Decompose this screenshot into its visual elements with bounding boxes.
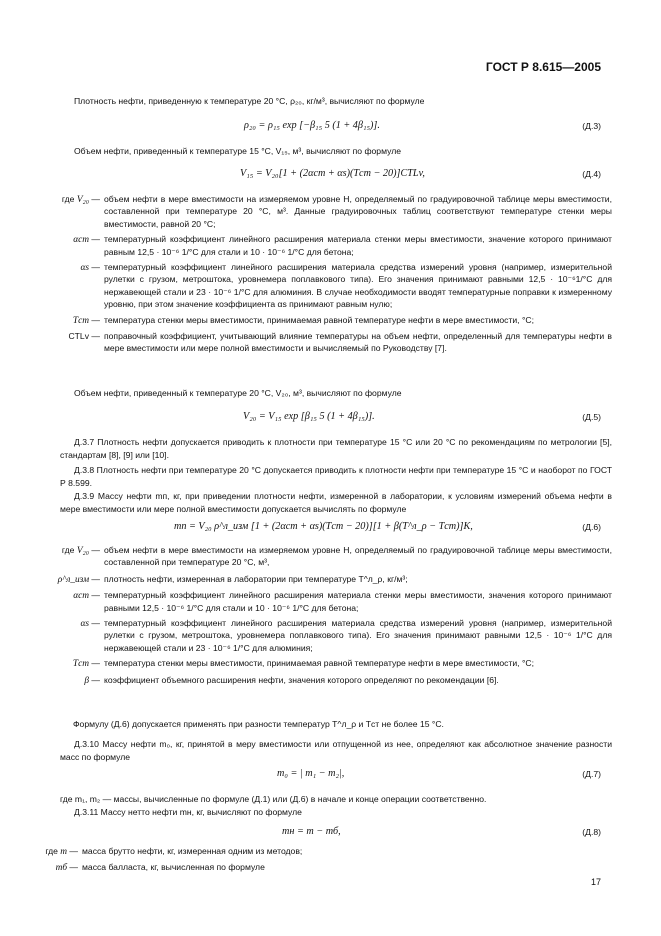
definition-text: масса балласта, кг, вычисленная по формуле: [82, 862, 265, 873]
paragraph-volume-20: Объем нефти, приведенный к температуре 20 °С, V₂₀, м³, вычисляют по формуле: [74, 388, 402, 398]
definition-term: αст: [73, 591, 90, 602]
definition-term: Tст: [72, 315, 90, 326]
paragraph-d-3-8: Д.3.8 Плотность нефти при температуре 20 °С допускается приводить к плотности нефти при температуре 15 °С и наоборот по ГОСТ Р 8.599.: [60, 465, 612, 488]
paragraph-d-3-7: Д.3.7 Плотность нефти допускается приводить к плотности при температуре 15 °С или 20 °С по рекомендациям по метрологии [5], стандартам [8], [9] или [10].: [60, 437, 612, 460]
definition-item: αст — температурный коэффициент линейного расширения материала стенки меры вместимости, значение которого принимают равным 12,5 · 10⁻⁶ 1/°С для стали и 10 · 10⁻⁶ 1/°С для бетона;: [73, 234, 612, 257]
definition-term: αs: [80, 619, 90, 630]
definition-term: αст: [73, 235, 90, 246]
definition-item: CTLv — поправочный коэффициент, учитывающий влияние температуры на объем нефти, определенный для температуры нефти в мере вместимости или мере полной вместимости и вычисляемый по Руководству [7].: [68, 331, 612, 354]
paragraph-masses: где m₁, m₂ — массы, вычисленные по формуле (Д.1) или (Д.6) в начале и конце операции соответственно.: [60, 794, 487, 804]
formula-d3: ρ₂₀ = ρ₁₅ exp [−β₁₅ 5 (1 + 4β₁₅)].: [244, 120, 380, 131]
definition-item: где m — масса брутто нефти, кг, измеренная одним из методов;: [26, 845, 600, 858]
definition-text: плотность нефти, измеренная в лаборатории при температуре T^л_ρ, кг/м³;: [104, 573, 408, 584]
paragraph-d-3-10: Д.3.10 Массу нефти m₀, кг, принятой в меру вместимости или отпущенной из нее, определяют как абсолютное значение разности масс по формуле: [60, 739, 612, 762]
definitions-list-1: [38, 193, 612, 355]
formula-number-d3: (Д.3): [582, 121, 601, 131]
formula-d8: mн = m − mб,: [282, 826, 341, 837]
definition-term: αs: [80, 263, 90, 274]
definition-item: где V₂₀ — объем нефти в мере вместимости на измеряемом уровне H, определяемый по градуировочной таблице меры вместимости, составленной при температуре 20 °С, м³,: [61, 545, 612, 568]
formula-number-d6: (Д.6): [582, 522, 601, 532]
paragraph-d-3-11: Д.3.11 Массу нетто нефти mн, кг, вычисляют по формуле: [74, 807, 302, 817]
definition-text: температурный коэффициент линейного расширения материала стенки меры вместимости, значения которого принимают равными 12,5 · 10⁻⁶ 1/°С для стали и 10 · 10⁻⁶ 1/°С для бетона;: [104, 590, 612, 613]
formula-number-d4: (Д.4): [582, 169, 601, 179]
paragraph-d-3-9: Д.3.9 Массу нефти mп, кг, при приведении плотности нефти, измеренной в лаборатории, к условиям измерений объема нефти в мере вместимости или мере полной вместимости допускается вычислять по формуле: [60, 491, 612, 514]
definition-text: масса брутто нефти, кг, измеренная одним из методов;: [82, 846, 303, 856]
formula-number-d7: (Д.7): [582, 769, 601, 779]
definition-item: ρ^л_изм — плотность нефти, измеренная в лаборатории при температуре T^л_ρ, кг/м³;: [38, 573, 612, 586]
definition-text: температура стенки меры вместимости, принимаемая равной температуре нефти в мере вместимости, °С;: [104, 658, 534, 669]
definition-item: αs — температурный коэффициент линейного расширения материала средства измерений уровня (например, измерительной рулетки с грузом, метроштока, уровнемера поплавкового типа). Его значения принимают равными 12,5 · 10⁻⁶1/°С для нержавеющей стали и 23 · 10⁻⁶ 1/°С для алюминия. В случае необходимости вводят температурные поправки к измеренному уровню, при этом значение коэффициента αs принимают равным нулю;: [80, 262, 612, 310]
formula-d4: V₁₅ = V₂₀[1 + (2αст + αs)(Tст − 20)]CTLv,: [240, 168, 425, 179]
paragraph-formula-condition: Формулу (Д.6) допускается применять при разности температур T^л_ρ и Tст не более 15 °С.: [73, 719, 444, 729]
formula-d6: mп = V₂₀ ρ^л_изм [1 + (2αст + αs)(Tст − 20)][1 + β(T^л_ρ − Tст)]K,: [174, 521, 473, 532]
definition-item: mб — масса балласта, кг, вычисленная по формуле: [26, 861, 600, 874]
definition-term: mб: [55, 863, 68, 874]
definition-term: ρ^л_изм: [57, 574, 90, 585]
definition-term: β: [84, 675, 90, 686]
page-number: 17: [590, 877, 601, 887]
definition-item: Tст — температура стенки меры вместимости, принимаемая равной температуре нефти в мере вместимости, °С;: [38, 314, 612, 327]
formula-d5: V₂₀ = V₁₅ exp [β₁₅ 5 (1 + 4β₁₅)].: [243, 411, 375, 422]
formula-d7: m₀ = | m₁ − m₂|,: [277, 768, 345, 779]
paragraph-density-20: Плотность нефти, приведенную к температуре 20 °С, ρ₂₀, кг/м³, вычисляют по формуле: [74, 96, 425, 106]
standard-header: ГОСТ Р 8.615—2005: [485, 60, 601, 74]
definition-item: где V₂₀ — объем нефти в мере вместимости на измеряемом уровне H, определяемый по градуировочной таблице меры вместимости, составленной при температуре 20 °С, м³. Данные градуировочных таблиц соответствуют температуре стенки меры вместимости, равной 20 °С;: [61, 194, 612, 229]
definition-text: коэффициент объемного расширения нефти, значения которого определяют по рекомендации [6].: [104, 674, 499, 685]
definition-item: αs — температурный коэффициент линейного расширения материала средства измерений уровня (например, измерительной рулетки с грузом, метроштока, уровнемера поплавкового типа). Его значения принимают равными 12,5 · 10⁻⁶ 1/°С для нержавеющей стали и 23 · 10⁻⁶ 1/°С для алюминия;: [80, 618, 612, 653]
definitions-list-3: [26, 845, 600, 875]
definitions-list-2: [38, 544, 612, 687]
definition-term: V₂₀: [76, 195, 90, 205]
definition-term: V₂₀: [76, 546, 90, 556]
formula-number-d5: (Д.5): [582, 412, 601, 422]
definition-text: объем нефти в мере вместимости на измеряемом уровне H, определяемый по градуировочной таблице меры вместимости, составленной при температуре 20 °С, м³,: [104, 545, 612, 568]
definition-item: Tст — температура стенки меры вместимости, принимаемая равной температуре нефти в мере вместимости, °С;: [38, 657, 612, 670]
definition-text: температура стенки меры вместимости, принимаемая равной температуре нефти в мере вместимости, °С;: [104, 314, 534, 325]
definition-text: поправочный коэффициент, учитывающий влияние температуры на объем нефти, определенный для температуры нефти в мере вместимости или мере полной вместимости и вычисляемый по Руководству [7].: [104, 331, 612, 354]
definition-term: CTLv: [68, 331, 90, 342]
paragraph-volume-15: Объем нефти, приведенный к температуре 15 °С, V₁₅, м³, вычисляют по формуле: [74, 146, 401, 156]
definition-text: объем нефти в мере вместимости на измеряемом уровне H, определяемый по градуировочной таблице меры вместимости, составленной при температуре 20 °С, м³. Данные градуировочных таблиц соответствуют температуре стенки меры вместимости, равной 20 °С;: [104, 194, 612, 229]
definition-text: температурный коэффициент линейного расширения материала стенки меры вместимости, значение которого принимают равным 12,5 · 10⁻⁶ 1/°С для стали и 10 · 10⁻⁶ 1/°С для бетона;: [104, 234, 612, 257]
definition-item: αст — температурный коэффициент линейного расширения материала стенки меры вместимости, значения которого принимают равными 12,5 · 10⁻⁶ 1/°С для стали и 10 · 10⁻⁶ 1/°С для бетона;: [73, 590, 612, 613]
definition-text: температурный коэффициент линейного расширения материала средства измерений уровня (например, измерительной рулетки с грузом, метроштока, уровнемера поплавкового типа). Его значения принимают равными 12,5 · 10⁻⁶1/°С для нержавеющей стали и 23 · 10⁻⁶ 1/°С для алюминия. В случае необходимости вводят температурные поправки к измеренному уровню, при этом значение коэффициента αs принимают равным нулю;: [104, 262, 612, 310]
definition-term: m: [60, 847, 68, 857]
definition-term: Tст: [72, 659, 90, 670]
definition-text: температурный коэффициент линейного расширения материала средства измерений уровня (например, измерительной рулетки с грузом, метроштока, уровнемера поплавкового типа). Его значения принимают равными 12,5 · 10⁻⁶ 1/°С для нержавеющей стали и 23 · 10⁻⁶ 1/°С для алюминия;: [104, 618, 612, 653]
definition-item: β — коэффициент объемного расширения нефти, значения которого определяют по рекомендации [6].: [38, 674, 612, 687]
formula-number-d8: (Д.8): [582, 827, 601, 837]
